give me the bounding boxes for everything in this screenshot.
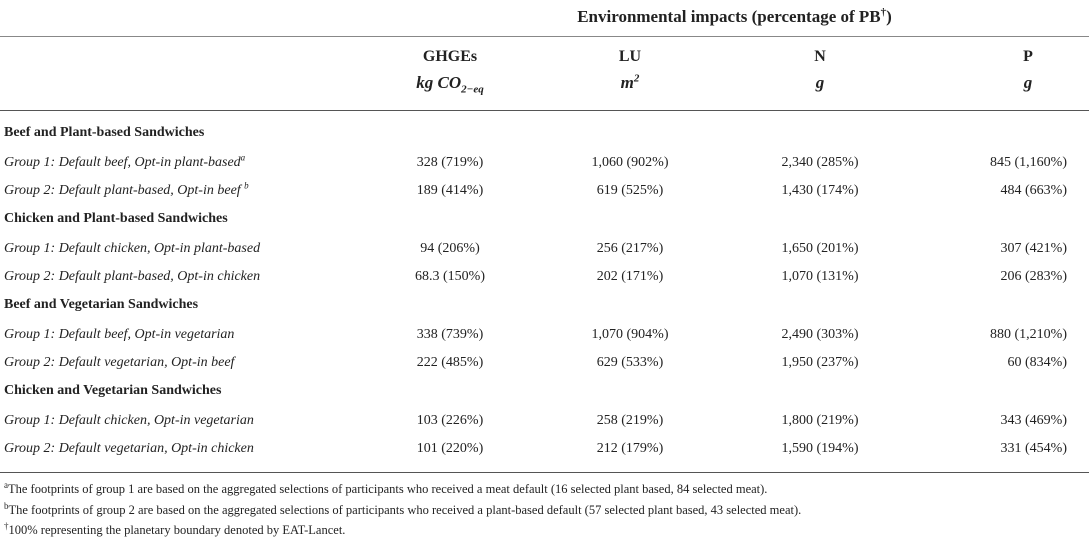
- row-label: Group 2: Default plant-based, Opt-in chicken: [4, 269, 261, 284]
- section-title: Chicken and Plant-based Sandwiches: [4, 211, 228, 226]
- cell-p: 845 (1,160%): [990, 155, 1067, 170]
- cell-lu: 256 (217%): [596, 241, 664, 256]
- table-row: [0, 264, 1089, 290]
- footnote-a: $^a$The footprints of group 1 are based on the aggregated selections of participants who received a meat default (16 selected plant based, 84 selected meat).: [4, 479, 768, 496]
- cell-n: 2,490 (303%): [781, 327, 859, 342]
- column-unit: $m^2$: [620, 72, 640, 92]
- cell-ghges: 189 (414%): [416, 183, 484, 198]
- table-row: [0, 178, 1089, 204]
- super-header-text: Environmental impacts (percentage of PB: [577, 7, 881, 26]
- section-title: Beef and Vegetarian Sandwiches: [4, 297, 199, 312]
- row-label: Group 1: Default beef, Opt-in plant-based$^a$: [4, 152, 246, 170]
- header-rule: [0, 36, 1089, 37]
- cell-ghges: 222 (485%): [416, 355, 484, 370]
- cell-lu: 1,070 (904%): [591, 327, 669, 342]
- cell-n: 1,650 (201%): [781, 241, 859, 256]
- column-unit: kg $CO_{2-eq}$: [416, 73, 484, 96]
- cell-ghges: 68.3 (150%): [415, 269, 485, 284]
- cell-ghges: 101 (220%): [416, 441, 484, 456]
- body-top-rule: [0, 110, 1089, 111]
- section-title: Beef and Plant-based Sandwiches: [4, 125, 205, 140]
- column-name: GHGEs: [422, 48, 478, 65]
- cell-p: 343 (469%): [1000, 413, 1067, 428]
- cell-lu: 619 (525%): [596, 183, 664, 198]
- table-row: [0, 236, 1089, 262]
- column-unit: g: [815, 73, 825, 92]
- column-name: N: [814, 48, 826, 65]
- column-name: P: [1023, 48, 1033, 65]
- column-header-n: [770, 44, 870, 96]
- table-row: [0, 436, 1089, 462]
- row-label: Group 1: Default chicken, Opt-in plant-based: [4, 241, 261, 256]
- cell-p: 880 (1,210%): [990, 327, 1067, 342]
- cell-p: 484 (663%): [1000, 183, 1067, 198]
- cell-ghges: 328 (719%): [416, 155, 484, 170]
- table-row: [0, 150, 1089, 176]
- cell-lu: 258 (219%): [596, 413, 664, 428]
- body-bottom-rule: [0, 472, 1089, 473]
- cell-n: 1,430 (174%): [781, 183, 859, 198]
- column-header-lu: [580, 44, 680, 96]
- row-label: Group 2: Default plant-based, Opt-in beef $^b$: [4, 180, 249, 198]
- table-row: [0, 408, 1089, 434]
- row-label: Group 1: Default beef, Opt-in vegetarian: [4, 327, 235, 342]
- cell-lu: 202 (171%): [596, 269, 664, 284]
- cell-ghges: 338 (739%): [416, 327, 484, 342]
- cell-p: 307 (421%): [1000, 241, 1067, 256]
- cell-n: 1,590 (194%): [781, 441, 859, 456]
- dagger-mark: †: [880, 6, 887, 19]
- super-header-close: ): [886, 7, 892, 26]
- table-row: [0, 322, 1089, 348]
- column-unit: g: [1023, 73, 1033, 92]
- footnote-dagger: †100% representing the planetary boundary denoted by EAT-Lancet.: [4, 520, 346, 537]
- section-title: Chicken and Vegetarian Sandwiches: [4, 383, 222, 398]
- cell-p: 206 (283%): [1000, 269, 1067, 284]
- cell-n: 1,800 (219%): [781, 413, 859, 428]
- super-header: [380, 6, 1089, 28]
- cell-ghges: 103 (226%): [416, 413, 484, 428]
- column-header-ghges: [390, 44, 510, 96]
- row-label: Group 2: Default vegetarian, Opt-in chicken: [4, 441, 254, 456]
- cell-lu: 1,060 (902%): [591, 155, 669, 170]
- table-row: [0, 350, 1089, 376]
- row-label: Group 1: Default chicken, Opt-in vegetarian: [4, 413, 254, 428]
- cell-n: 1,950 (237%): [781, 355, 859, 370]
- cell-p: 60 (834%): [1007, 355, 1067, 370]
- cell-n: 1,070 (131%): [781, 269, 859, 284]
- cell-lu: 212 (179%): [596, 441, 664, 456]
- cell-ghges: 94 (206%): [420, 241, 480, 256]
- cell-n: 2,340 (285%): [781, 155, 859, 170]
- cell-p: 331 (454%): [1000, 441, 1067, 456]
- row-label: Group 2: Default vegetarian, Opt-in beef: [4, 355, 235, 370]
- column-header-p: [978, 44, 1078, 96]
- cell-lu: 629 (533%): [596, 355, 664, 370]
- footnote-b: $^b$The footprints of group 2 are based on the aggregated selections of participants who received a plant-based default (57 selected plant based, 43 selected meat).: [4, 500, 802, 517]
- column-name: LU: [618, 48, 642, 65]
